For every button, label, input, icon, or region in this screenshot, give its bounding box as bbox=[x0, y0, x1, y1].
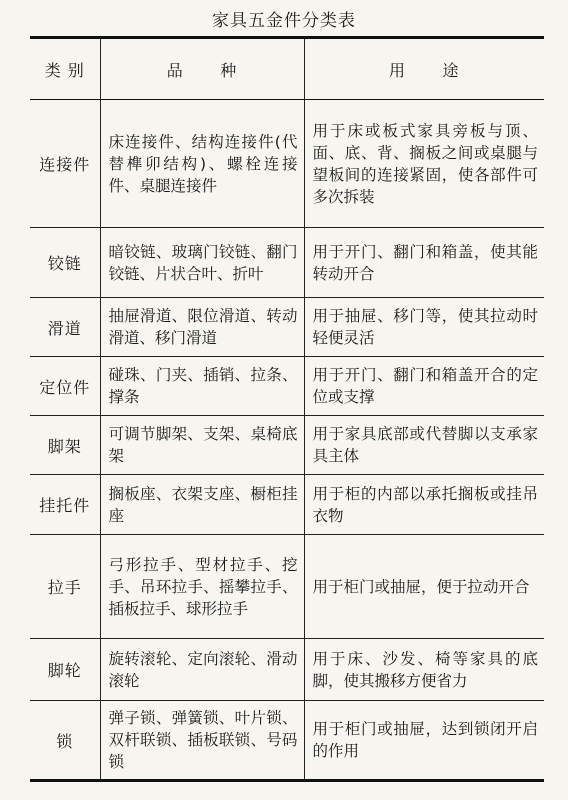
usage-cell: 用于床、沙发、椅等家具的底脚，使其搬移方便省力 bbox=[304, 639, 544, 701]
table-row bbox=[30, 535, 544, 639]
header-usage: 用 途 bbox=[304, 38, 544, 100]
page-title: 家具五金件分类表 bbox=[212, 11, 356, 31]
category-cell: 滑道 bbox=[30, 298, 100, 357]
variety-cell: 可调节脚架、支架、桌椅底架 bbox=[100, 416, 304, 475]
variety-cell: 弹子锁、弹簧锁、叶片锁、双杆联锁、插板联锁、号码锁 bbox=[100, 701, 304, 781]
table-row bbox=[30, 475, 544, 535]
table-row bbox=[30, 228, 544, 298]
variety-cell: 弓形拉手、型材拉手、挖手、吊环拉手、摇攀拉手、插板拉手、球形拉手 bbox=[100, 535, 304, 639]
table-row bbox=[30, 298, 544, 357]
table-row bbox=[30, 416, 544, 475]
header-category: 类 别 bbox=[30, 38, 100, 100]
header-variety: 品 种 bbox=[100, 38, 304, 100]
table-row bbox=[30, 639, 544, 701]
category-cell: 脚架 bbox=[30, 416, 100, 475]
category-cell: 锁 bbox=[30, 701, 100, 781]
table-header-row bbox=[30, 38, 544, 100]
usage-cell: 用于家具底部或代替脚以支承家具主体 bbox=[304, 416, 544, 475]
table-row bbox=[30, 701, 544, 781]
category-cell: 连接件 bbox=[30, 100, 100, 228]
variety-cell: 搁板座、衣架支座、橱柜挂座 bbox=[100, 475, 304, 535]
variety-cell: 碰珠、门夹、插销、拉条、撑条 bbox=[100, 357, 304, 416]
table-row bbox=[30, 100, 544, 228]
category-cell: 定位件 bbox=[30, 357, 100, 416]
usage-cell: 用于床或板式家具旁板与顶、面、底、背、搁板之间或桌腿与望板间的连接紧固，使各部件可多次拆装 bbox=[304, 100, 544, 228]
variety-cell: 床连接件、结构连接件(代替榫卯结构)、螺栓连接件、桌腿连接件 bbox=[100, 100, 304, 228]
usage-cell: 用于柜的内部以承托搁板或挂吊衣物 bbox=[304, 475, 544, 535]
usage-cell: 用于柜门或抽屉，达到锁闭开启的作用 bbox=[304, 701, 544, 781]
category-cell: 铰链 bbox=[30, 228, 100, 298]
category-cell: 拉手 bbox=[30, 535, 100, 639]
usage-cell: 用于开门、翻门和箱盖，使其能转动开合 bbox=[304, 228, 544, 298]
variety-cell: 暗铰链、玻璃门铰链、翻门铰链、片状合叶、折叶 bbox=[100, 228, 304, 298]
usage-cell: 用于柜门或抽屉，便于拉动开合 bbox=[304, 535, 544, 639]
category-cell: 脚轮 bbox=[30, 639, 100, 701]
usage-cell: 用于开门、翻门和箱盖开合的定位或支撑 bbox=[304, 357, 544, 416]
usage-cell: 用于抽屉、移门等，使其拉动时轻便灵活 bbox=[304, 298, 544, 357]
hardware-classification-table bbox=[30, 36, 544, 782]
variety-cell: 旋转滚轮、定向滚轮、滑动滚轮 bbox=[100, 639, 304, 701]
table-row bbox=[30, 357, 544, 416]
variety-cell: 抽屉滑道、限位滑道、转动滑道、移门滑道 bbox=[100, 298, 304, 357]
category-cell: 挂托件 bbox=[30, 475, 100, 535]
